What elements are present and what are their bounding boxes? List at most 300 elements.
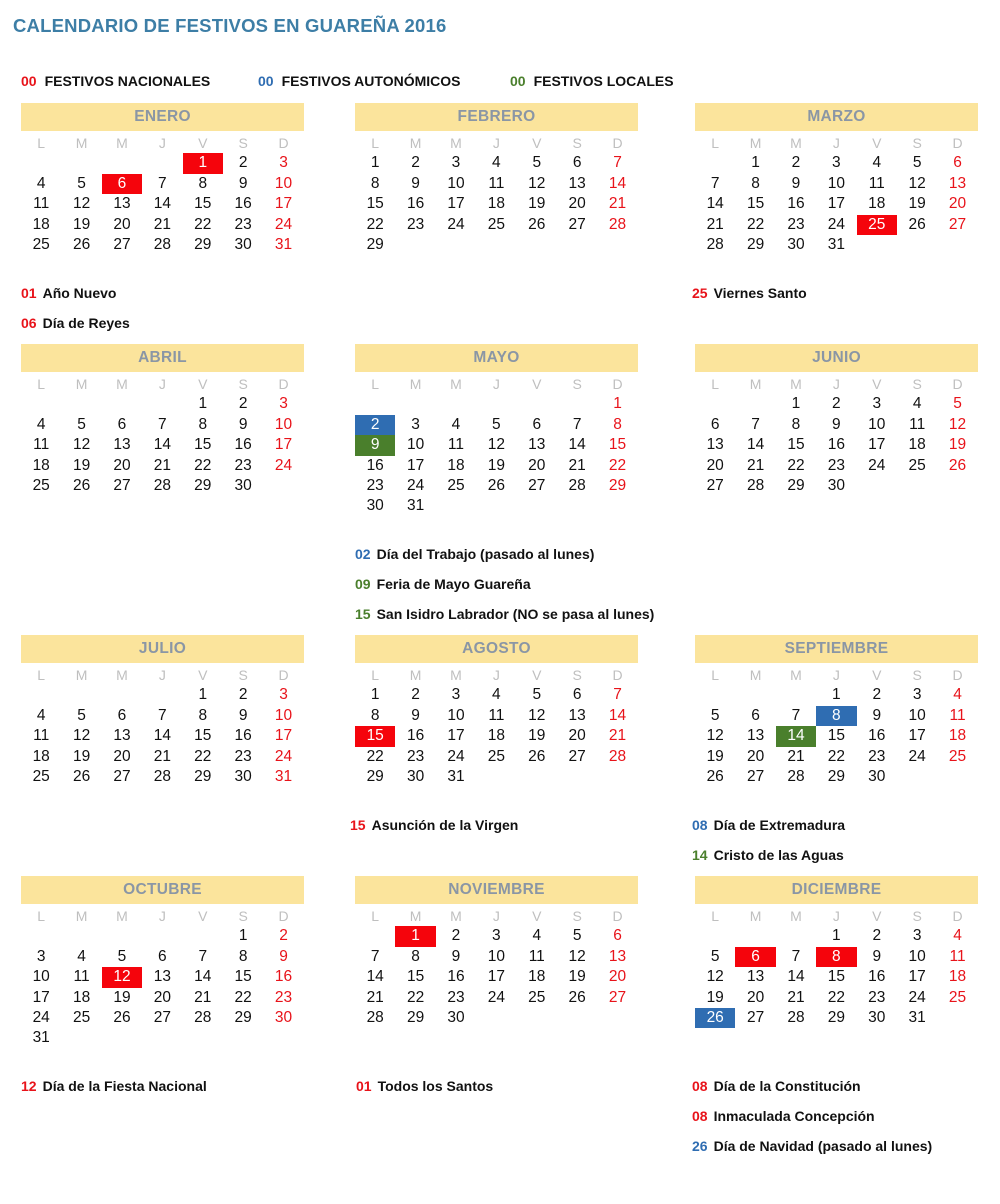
month-diciembre	[695, 876, 978, 1028]
day-cell: 11	[73, 968, 90, 986]
day-cell: 20	[528, 456, 546, 474]
day-cell: 18	[447, 456, 465, 474]
day-cell: 13	[568, 706, 586, 724]
weekday-header: M	[116, 376, 128, 392]
holiday-note	[692, 1138, 932, 1154]
day-cell: 15	[194, 195, 212, 213]
weekday-header: D	[952, 667, 963, 683]
day-cell: 14	[153, 195, 171, 213]
empty-cell	[436, 394, 476, 414]
holiday-note	[356, 1078, 493, 1094]
empty-cell	[61, 394, 101, 414]
day-cell: 24	[32, 1008, 50, 1026]
day-cell: 11	[488, 706, 505, 724]
day-cell: 3	[912, 686, 922, 704]
weekday-header: D	[952, 908, 963, 924]
weekday-header: M	[450, 667, 462, 683]
weekday-header: M	[75, 667, 88, 683]
day-cell: 14	[746, 436, 765, 454]
day-cell: 6	[117, 415, 127, 433]
day-cell: 11	[33, 727, 50, 745]
weekday-header: S	[912, 135, 922, 151]
day-cell: 28	[746, 476, 765, 494]
day-cell: 9	[238, 174, 248, 192]
month-mayo	[355, 344, 638, 517]
day-cell: 7	[791, 947, 801, 965]
weekday-header: J	[492, 667, 500, 683]
day-cell: 18	[868, 195, 886, 213]
month-header: MARZO	[695, 103, 978, 131]
day-cell: 23	[406, 215, 425, 233]
day-cell: 29	[406, 1008, 425, 1026]
weekday-header: D	[612, 135, 623, 151]
sunday-cell: 27	[948, 215, 967, 233]
month-days	[355, 133, 638, 255]
weekday-header: D	[278, 908, 289, 924]
sunday-cell: 21	[608, 195, 627, 213]
note-code: 26	[692, 1138, 708, 1154]
month-days	[21, 374, 304, 496]
day-cell: 4	[36, 415, 46, 433]
day-cell: 1	[832, 686, 841, 704]
note-text: Día de la Constitución	[713, 1078, 861, 1094]
sunday-cell: 25	[948, 988, 967, 1006]
day-cell: 23	[827, 456, 845, 474]
day-cell: 26	[72, 235, 91, 253]
day-cell: 22	[406, 988, 425, 1006]
empty-cell	[695, 153, 735, 173]
empty-cell	[557, 394, 597, 414]
weekday-header: M	[409, 135, 422, 151]
day-cell: 7	[158, 174, 167, 192]
sunday-cell: 24	[274, 747, 293, 765]
day-cell: 3	[451, 154, 461, 172]
sunday-cell: 28	[608, 215, 627, 233]
day-cell: 11	[488, 174, 505, 192]
sunday-cell: 5	[953, 395, 962, 413]
month-header: JULIO	[21, 635, 304, 663]
weekday-header: D	[612, 908, 623, 924]
sunday-cell: 8	[613, 415, 622, 433]
day-cell: 29	[366, 767, 384, 785]
weekday-header: V	[872, 908, 882, 924]
empty-cell	[142, 926, 182, 946]
weekday-header: S	[912, 908, 922, 924]
weekday-header: J	[832, 376, 840, 392]
day-cell: 8	[198, 415, 208, 433]
day-cell: 21	[706, 215, 724, 233]
day-cell: 19	[113, 988, 131, 1006]
day-cell: 16	[406, 195, 425, 213]
day-cell: 13	[113, 195, 131, 213]
day-cell: 8	[751, 174, 760, 192]
note-text: Día de Navidad (pasado al lunes)	[713, 1138, 933, 1154]
weekday-header: V	[198, 908, 208, 924]
day-cell: 22	[234, 988, 252, 1006]
day-cell: 16	[787, 195, 805, 213]
day-cell: 20	[113, 747, 131, 765]
sunday-cell: 3	[279, 154, 288, 172]
weekday-header: L	[37, 908, 46, 924]
day-cell: 6	[751, 706, 760, 724]
sunday-cell: 10	[274, 706, 293, 724]
day-cell: 17	[447, 727, 465, 745]
day-cell: 8	[198, 706, 208, 724]
sunday-cell: 22	[608, 456, 627, 474]
sunday-cell: 25	[948, 747, 967, 765]
day-cell: 25	[32, 476, 50, 494]
day-cell: 21	[153, 747, 171, 765]
weekday-header: V	[198, 667, 208, 683]
day-cell: 1	[370, 154, 380, 172]
sunday-cell: 3	[279, 395, 288, 413]
day-cell: 12	[72, 436, 91, 454]
weekday-header: J	[158, 376, 166, 392]
weekday-header: M	[749, 135, 762, 151]
weekday-header: D	[952, 376, 963, 392]
day-cell: 10	[406, 436, 425, 454]
day-cell: 21	[366, 988, 384, 1006]
note-text: Día de Reyes	[42, 315, 130, 331]
holiday-day-cell: 9	[355, 435, 395, 455]
day-cell: 30	[787, 235, 805, 253]
day-cell: 17	[487, 968, 505, 986]
holiday-note	[355, 546, 594, 562]
day-cell: 20	[746, 747, 765, 765]
empty-cell	[355, 926, 395, 946]
month-header: FEBRERO	[355, 103, 638, 131]
day-cell: 13	[568, 174, 586, 192]
note-code: 25	[692, 285, 708, 301]
weekday-header: S	[912, 376, 922, 392]
day-cell: 24	[406, 476, 425, 494]
day-cell: 21	[153, 456, 171, 474]
day-cell: 12	[568, 947, 586, 965]
day-cell: 11	[33, 195, 50, 213]
day-cell: 2	[238, 154, 248, 172]
note-text: Inmaculada Concepción	[713, 1108, 875, 1124]
day-cell: 12	[72, 195, 91, 213]
day-cell: 31	[406, 497, 425, 515]
day-cell: 4	[77, 947, 86, 965]
day-cell: 28	[194, 1008, 212, 1026]
sunday-cell: 13	[948, 174, 967, 192]
empty-cell	[142, 685, 182, 705]
day-cell: 13	[528, 436, 546, 454]
weekday-header: V	[532, 908, 542, 924]
day-cell: 16	[447, 968, 465, 986]
day-cell: 22	[746, 215, 765, 233]
weekday-header: M	[450, 908, 462, 924]
weekday-header: D	[952, 135, 963, 151]
day-cell: 23	[234, 456, 252, 474]
day-cell: 19	[72, 747, 91, 765]
day-cell: 19	[706, 988, 724, 1006]
day-cell: 8	[370, 174, 380, 192]
weekday-header: L	[37, 135, 46, 151]
sunday-cell: 24	[274, 456, 293, 474]
empty-cell	[735, 394, 775, 414]
day-cell: 12	[487, 436, 505, 454]
day-cell: 9	[451, 947, 461, 965]
day-cell: 23	[406, 747, 425, 765]
weekday-header: J	[158, 908, 166, 924]
day-cell: 13	[113, 436, 131, 454]
empty-cell	[355, 394, 395, 414]
empty-cell	[21, 394, 61, 414]
weekday-header: V	[872, 135, 882, 151]
sunday-cell: 7	[613, 686, 622, 704]
sunday-cell: 31	[274, 767, 293, 785]
month-header: NOVIEMBRE	[355, 876, 638, 904]
note-code: 01	[21, 285, 37, 301]
weekday-header: J	[492, 135, 500, 151]
day-cell: 20	[568, 727, 586, 745]
day-cell: 30	[447, 1008, 465, 1026]
day-cell: 18	[908, 436, 926, 454]
day-cell: 14	[153, 727, 171, 745]
day-cell: 27	[113, 476, 131, 494]
weekday-header: M	[749, 908, 762, 924]
weekday-header: V	[532, 135, 542, 151]
weekday-header: M	[409, 376, 422, 392]
day-cell: 23	[868, 988, 886, 1006]
note-code: 12	[21, 1078, 37, 1094]
sunday-cell: 2	[279, 927, 288, 945]
legend-item-n	[21, 73, 210, 89]
day-cell: 31	[32, 1029, 50, 1047]
day-cell: 1	[832, 927, 841, 945]
empty-cell	[102, 926, 142, 946]
sunday-cell: 17	[274, 727, 293, 745]
day-cell: 22	[194, 456, 212, 474]
weekday-header: D	[278, 667, 289, 683]
day-cell: 2	[872, 927, 882, 945]
day-cell: 20	[113, 215, 131, 233]
month-header: OCTUBRE	[21, 876, 304, 904]
day-cell: 29	[194, 235, 212, 253]
day-cell: 8	[411, 947, 420, 965]
empty-cell	[21, 153, 61, 173]
day-cell: 25	[487, 215, 505, 233]
weekday-header: M	[116, 135, 128, 151]
day-cell: 30	[366, 497, 384, 515]
month-days	[21, 133, 304, 255]
day-cell: 22	[827, 747, 845, 765]
weekday-header: D	[612, 667, 623, 683]
empty-cell	[735, 926, 775, 946]
day-cell: 7	[751, 415, 760, 433]
day-cell: 18	[487, 195, 505, 213]
day-cell: 19	[706, 747, 724, 765]
day-cell: 23	[787, 215, 805, 233]
weekday-header: S	[238, 135, 248, 151]
day-cell: 21	[153, 215, 171, 233]
day-cell: 4	[36, 706, 46, 724]
day-cell: 18	[487, 727, 505, 745]
day-cell: 10	[32, 968, 50, 986]
month-days	[355, 665, 638, 787]
day-cell: 1	[198, 395, 208, 413]
weekday-header: S	[572, 135, 582, 151]
holiday-note	[21, 315, 130, 331]
weekday-header: L	[711, 135, 720, 151]
day-cell: 18	[528, 968, 546, 986]
day-cell: 17	[32, 988, 50, 1006]
day-cell: 20	[706, 456, 724, 474]
day-cell: 14	[153, 436, 171, 454]
holiday-day-cell: 8	[816, 947, 856, 967]
day-cell: 3	[832, 154, 841, 172]
sunday-cell: 3	[279, 686, 288, 704]
day-cell: 10	[908, 947, 926, 965]
note-code: 01	[356, 1078, 372, 1094]
day-cell: 3	[36, 947, 46, 965]
legend-code: 00	[21, 73, 37, 89]
legend-code: 00	[510, 73, 526, 89]
day-cell: 24	[908, 747, 926, 765]
day-cell: 6	[572, 686, 582, 704]
day-cell: 4	[492, 686, 501, 704]
day-cell: 11	[868, 174, 885, 192]
sunday-cell: 14	[608, 174, 627, 192]
note-code: 08	[692, 1108, 708, 1124]
day-cell: 25	[528, 988, 546, 1006]
day-cell: 13	[746, 968, 765, 986]
day-cell: 26	[113, 1008, 131, 1026]
weekday-header: M	[409, 667, 422, 683]
weekday-header: S	[912, 667, 922, 683]
day-cell: 22	[787, 456, 805, 474]
sunday-cell: 18	[948, 968, 967, 986]
day-cell: 7	[370, 947, 380, 965]
empty-cell	[102, 685, 142, 705]
day-cell: 25	[72, 1008, 91, 1026]
day-cell: 23	[366, 476, 384, 494]
day-cell: 3	[872, 395, 882, 413]
sunday-cell: 24	[274, 215, 293, 233]
sunday-cell: 9	[279, 947, 288, 965]
weekday-header: S	[238, 376, 248, 392]
day-cell: 15	[406, 968, 425, 986]
day-cell: 15	[194, 436, 212, 454]
legend-item-a	[258, 73, 460, 89]
note-code: 08	[692, 817, 708, 833]
day-cell: 21	[568, 456, 586, 474]
day-cell: 17	[447, 195, 465, 213]
day-cell: 30	[827, 476, 845, 494]
legend-code: 00	[258, 73, 274, 89]
day-cell: 25	[487, 747, 505, 765]
day-cell: 31	[908, 1008, 926, 1026]
day-cell: 30	[234, 767, 252, 785]
day-cell: 16	[234, 727, 252, 745]
day-cell: 26	[568, 988, 586, 1006]
day-cell: 29	[827, 1008, 845, 1026]
note-code: 15	[355, 606, 371, 622]
day-cell: 10	[868, 415, 886, 433]
day-cell: 2	[238, 395, 248, 413]
weekday-header: L	[711, 376, 720, 392]
empty-cell	[695, 394, 735, 414]
note-text: Feria de Mayo Guareña	[376, 576, 531, 592]
weekday-header: L	[371, 908, 380, 924]
day-cell: 14	[706, 195, 724, 213]
day-cell: 29	[746, 235, 765, 253]
empty-cell	[776, 685, 816, 705]
empty-cell	[102, 153, 142, 173]
weekday-header: M	[450, 376, 462, 392]
day-cell: 26	[706, 767, 724, 785]
day-cell: 19	[528, 195, 546, 213]
day-cell: 6	[158, 947, 167, 965]
holiday-day-cell: 1	[395, 926, 435, 946]
weekday-header: J	[158, 667, 166, 683]
holiday-note	[692, 1078, 861, 1094]
holiday-note	[692, 847, 844, 863]
weekday-header: L	[371, 376, 380, 392]
sunday-cell: 31	[274, 235, 293, 253]
weekday-header: J	[832, 908, 840, 924]
day-cell: 12	[528, 706, 546, 724]
weekday-header: D	[612, 376, 623, 392]
day-cell: 4	[36, 174, 46, 192]
day-cell: 7	[198, 947, 208, 965]
empty-cell	[21, 685, 61, 705]
sunday-cell: 18	[948, 727, 967, 745]
day-cell: 20	[153, 988, 171, 1006]
day-cell: 20	[746, 988, 765, 1006]
weekday-header: J	[158, 135, 166, 151]
day-cell: 3	[451, 686, 461, 704]
day-cell: 9	[872, 947, 882, 965]
holiday-day-cell: 12	[102, 967, 142, 987]
legend-label: FESTIVOS LOCALES	[533, 73, 674, 89]
weekday-header: M	[450, 135, 462, 151]
day-cell: 19	[908, 195, 926, 213]
sunday-cell: 13	[608, 947, 627, 965]
holiday-note	[21, 1078, 207, 1094]
day-cell: 24	[827, 215, 845, 233]
day-cell: 17	[908, 727, 926, 745]
day-cell: 27	[113, 767, 131, 785]
holiday-note	[692, 817, 845, 833]
day-cell: 19	[568, 968, 586, 986]
day-cell: 14	[366, 968, 384, 986]
day-cell: 5	[77, 174, 86, 192]
day-cell: 5	[117, 947, 127, 965]
holiday-day-cell: 15	[355, 726, 395, 746]
sunday-cell: 11	[949, 947, 966, 965]
sunday-cell: 28	[608, 747, 627, 765]
weekday-header: S	[572, 667, 582, 683]
day-cell: 26	[528, 747, 546, 765]
weekday-header: M	[75, 135, 88, 151]
empty-cell	[142, 394, 182, 414]
note-code: 15	[350, 817, 366, 833]
weekday-header: M	[790, 667, 802, 683]
day-cell: 10	[487, 947, 505, 965]
day-cell: 1	[198, 686, 208, 704]
day-cell: 12	[706, 727, 724, 745]
day-cell: 7	[791, 706, 801, 724]
day-cell: 4	[912, 395, 922, 413]
weekday-header: V	[872, 667, 882, 683]
day-cell: 18	[32, 747, 50, 765]
empty-cell	[735, 685, 775, 705]
day-cell: 31	[447, 767, 465, 785]
month-julio	[21, 635, 304, 787]
